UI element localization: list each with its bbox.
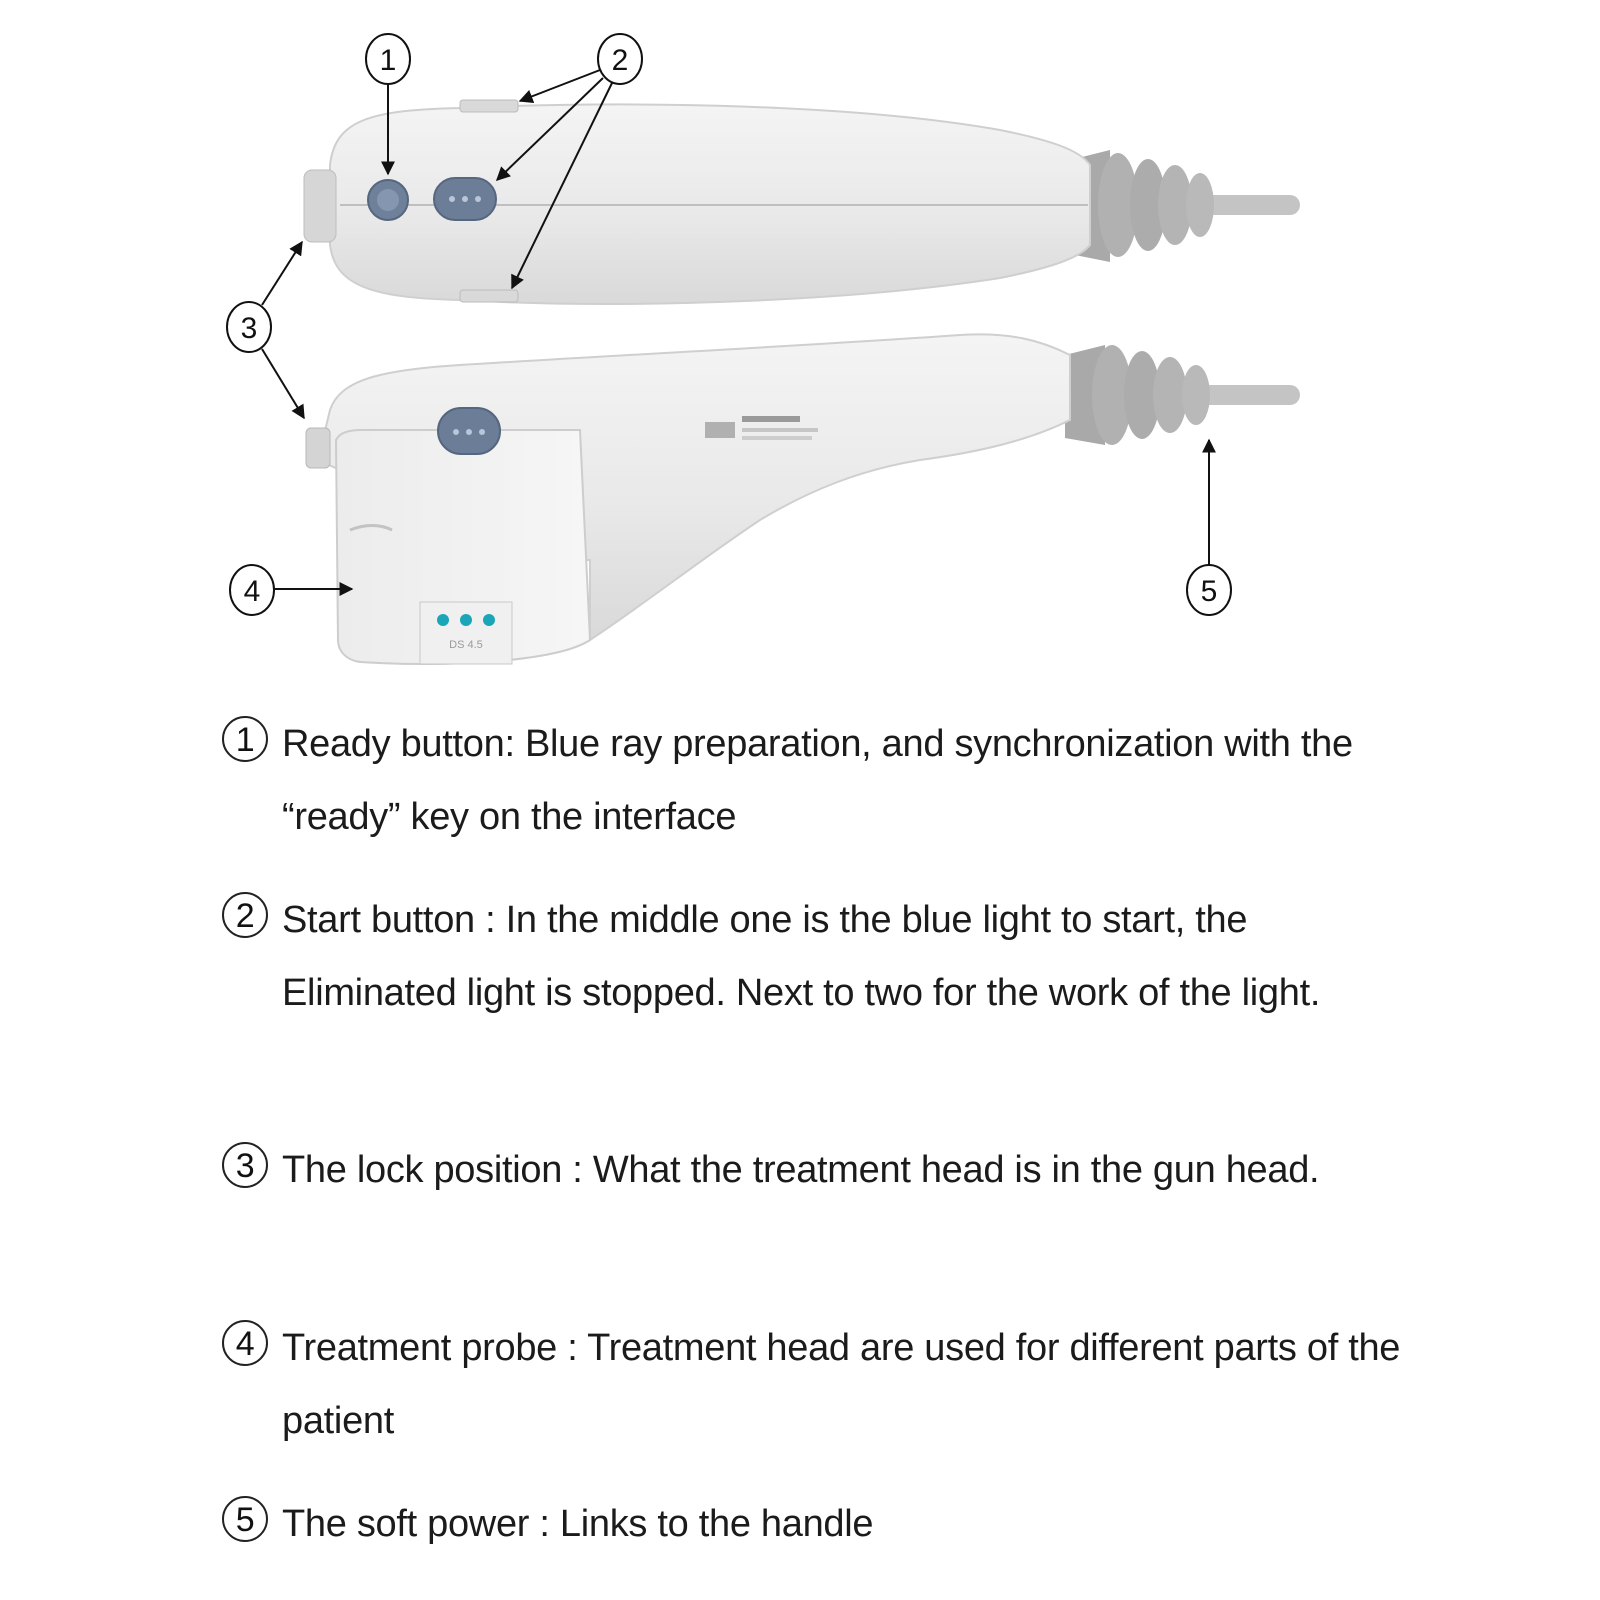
side-strain-relief [1065, 345, 1210, 445]
callout-4 [230, 565, 352, 615]
legend-item-soft-power [222, 1488, 873, 1561]
legend-text-3: The lock position : What the treatment head is in the gun head. [282, 1149, 1320, 1191]
legend-marker-5: 5 [222, 1496, 268, 1542]
side-handpiece [306, 334, 1290, 664]
top-tip [304, 170, 336, 242]
top-side-tab-lower [460, 290, 518, 302]
lock-tab [306, 428, 330, 468]
top-strain-relief [1070, 150, 1214, 262]
legend-text-1: Ready button: Blue ray preparation, and synchronization with the “ready” key on the interface [282, 723, 1353, 838]
legend-item-ready-button [222, 708, 1402, 854]
callout-3-leader-b [262, 349, 304, 418]
probe-led-1 [437, 614, 449, 626]
callout-4-number: 4 [243, 575, 261, 608]
legend-marker-2: 2 [222, 892, 268, 938]
legend-text-4: Treatment probe : Treatment head are used for different parts of the patient [282, 1327, 1401, 1442]
legend-item-treatment-probe [222, 1312, 1402, 1458]
callout-2-leader-a [520, 70, 600, 101]
probe-led-2 [460, 614, 472, 626]
probe-label-text: DS 4.5 [449, 639, 483, 651]
legend-item-lock-position [222, 1134, 1319, 1207]
legend-text-5: The soft power : Links to the handle [282, 1503, 874, 1545]
probe-label-panel [420, 602, 512, 664]
callout-5 [1187, 440, 1231, 615]
side-start-button [438, 408, 500, 454]
ready-button [368, 180, 408, 220]
legend-item-start-button [222, 884, 1402, 1030]
probe-led-3 [483, 614, 495, 626]
callout-3-leader-a [262, 242, 302, 305]
legend-marker-4: 4 [222, 1320, 268, 1366]
callout-5-number: 5 [1200, 575, 1218, 608]
callout-3 [227, 242, 304, 418]
legend-marker-1: 1 [222, 716, 268, 762]
callout-1-number: 1 [379, 44, 397, 77]
handpiece-diagram [0, 0, 1600, 700]
callout-3-number: 3 [240, 312, 258, 345]
legend-text-2: Start button : In the middle one is the blue light to start, the Eliminated light is stopped. Next to two for the work of the light. [282, 899, 1321, 1014]
callout-2-number: 2 [611, 44, 629, 77]
top-handpiece [304, 100, 1290, 304]
top-side-tab-upper [460, 100, 518, 112]
legend-marker-3: 3 [222, 1142, 268, 1188]
start-button [434, 178, 496, 220]
